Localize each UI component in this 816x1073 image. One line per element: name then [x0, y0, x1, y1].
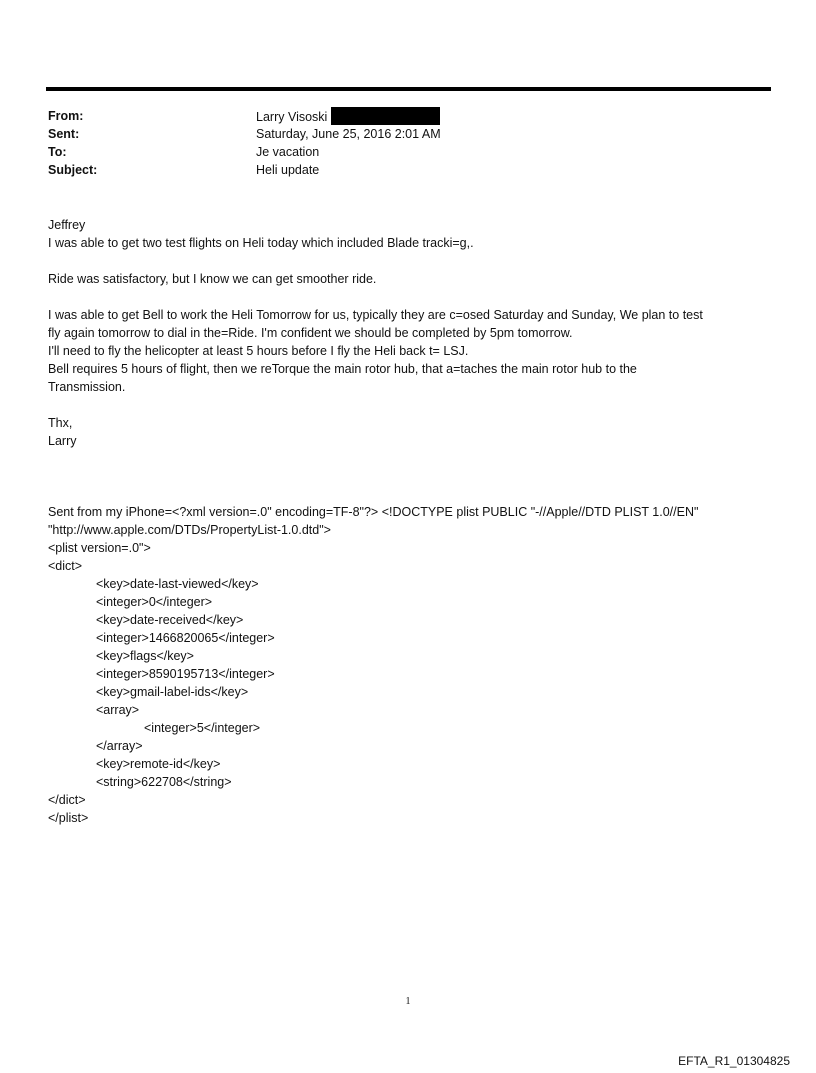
- plist-line: <key>flags</key>: [96, 649, 194, 663]
- body-paragraph-3-line-3: I'll need to fly the helicopter at least 5 hours before I fly the Heli back t= LSJ.: [48, 344, 469, 358]
- redaction-box: [331, 107, 440, 125]
- plist-line: <integer>0</integer>: [96, 595, 213, 609]
- sender-name: Larry Visoski: [256, 110, 328, 124]
- plist-line: <integer>5</integer>: [144, 721, 261, 735]
- plist-line: </dict>: [48, 793, 86, 807]
- signature: Larry: [48, 434, 77, 448]
- from-label: From:: [48, 109, 84, 123]
- plist-line: <array>: [96, 703, 140, 717]
- email-body: [48, 216, 770, 450]
- plist-line: <dict>: [48, 559, 83, 573]
- body-paragraph-3-line-2: fly again tomorrow to dial in the=Ride. I'm confident we should be completed by 5pm tomorrow.: [48, 326, 573, 340]
- sent-label: Sent:: [48, 127, 80, 141]
- plist-line: <plist version=.0">: [48, 541, 151, 555]
- body-paragraph-2: Ride was satisfactory, but I know we can get smoother ride.: [48, 272, 377, 286]
- plist-line: <integer>1466820065</integer>: [96, 631, 275, 645]
- greeting: Jeffrey: [48, 218, 86, 232]
- body-paragraph-3-line-1: I was able to get Bell to work the Heli Tomorrow for us, typically they are c=osed Saturday and Sunday, We plan to test: [48, 308, 703, 322]
- header-rule: [46, 87, 771, 91]
- plist-line: <string>622708</string>: [96, 775, 232, 789]
- plist-block: [48, 503, 770, 827]
- plist-line: </array>: [96, 739, 143, 753]
- to-value: Je vacation: [256, 145, 320, 159]
- to-label: To:: [48, 145, 67, 159]
- plist-line: </plist>: [48, 811, 89, 825]
- plist-line: <key>date-last-viewed</key>: [96, 577, 259, 591]
- from-value: [256, 107, 440, 126]
- plist-line: "http://www.apple.com/DTDs/PropertyList-1.0.dtd">: [48, 523, 331, 537]
- subject-value: Heli update: [256, 163, 320, 177]
- plist-line: <key>date-received</key>: [96, 613, 244, 627]
- subject-label: Subject:: [48, 163, 98, 177]
- plist-line: <key>remote-id</key>: [96, 757, 221, 771]
- page-number: 1: [405, 996, 411, 1007]
- plist-line: <key>gmail-label-ids</key>: [96, 685, 249, 699]
- plist-line: <integer>8590195713</integer>: [96, 667, 275, 681]
- document-id: EFTA_R1_01304825: [678, 1054, 790, 1068]
- body-paragraph-3-line-5: Transmission.: [48, 380, 126, 394]
- signoff: Thx,: [48, 416, 73, 430]
- body-paragraph-1: I was able to get two test flights on Heli today which included Blade tracki=g,.: [48, 236, 474, 250]
- body-paragraph-3-line-4: Bell requires 5 hours of flight, then we reTorque the main rotor hub, that a=taches the main rotor hub to the: [48, 362, 637, 376]
- plist-line: Sent from my iPhone=<?xml version=.0" encoding=TF-8"?> <!DOCTYPE plist PUBLIC "-//Apple//DTD PLIST 1.0//EN": [48, 505, 699, 519]
- sent-value: Saturday, June 25, 2016 2:01 AM: [256, 127, 441, 141]
